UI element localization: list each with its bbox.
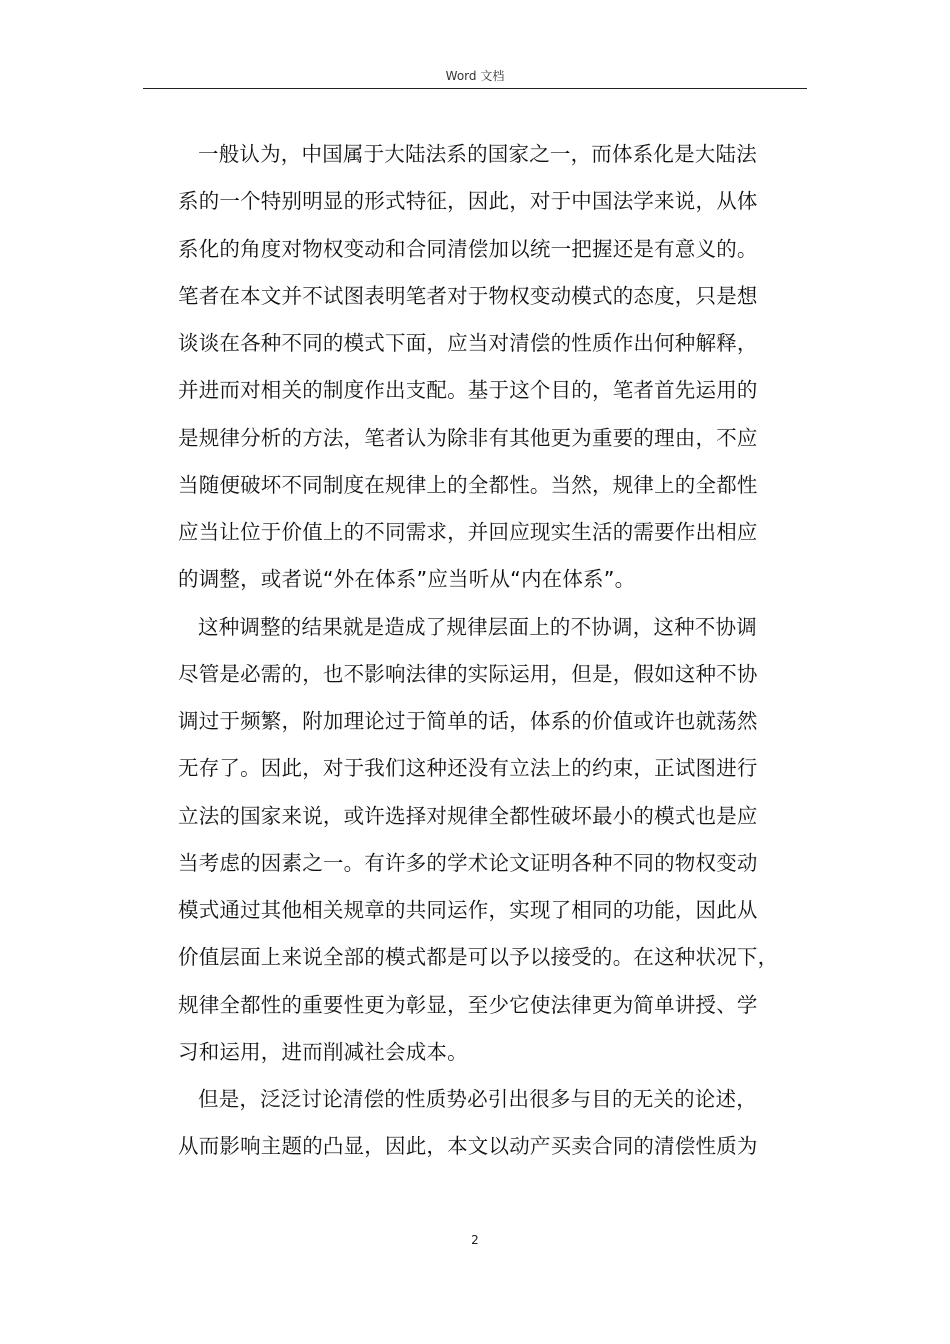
paragraph-line: 是规律分析的方法，笔者认为除非有其他更为重要的理由，不应 xyxy=(178,425,758,450)
paragraph-line: 无存了。因此，对于我们这种还没有立法上的约束，正试图进行 xyxy=(178,756,758,781)
paragraph-line: 习和运用，进而削减社会成本。 xyxy=(178,1039,468,1064)
paragraph-line: 应当让位于价值上的不同需求，并回应现实生活的需要作出相应 xyxy=(178,520,758,544)
paragraph-line: 规律全都性的重要性更为彰显，至少它使法律更为简单讲授、学 xyxy=(178,992,758,1017)
paragraph-line: 价值层面上来说全部的模式都是可以予以接受的。在这种状况下， xyxy=(178,945,779,970)
paragraph-line: 当考虑的因素之一。有许多的学术论文证明各种不同的物权变动 xyxy=(178,850,758,875)
paragraph-line: 模式通过其他相关规章的共同运作，实现了相同的功能，因此从 xyxy=(178,898,758,922)
paragraph-line: 当随便破坏不同制度在规律上的全都性。当然，规律上的全都性 xyxy=(178,472,758,497)
paragraph-line: 的调整，或者说“外在体系”应当听从“内在体系”。 xyxy=(178,567,636,592)
paragraph-line: 并进而对相关的制度作出支配。基于这个目的，笔者首先运用的 xyxy=(178,378,758,403)
paragraph-line: 谈谈在各种不同的模式下面，应当对清偿的性质作出何种解释， xyxy=(178,331,758,355)
paragraph-line: 一般认为，中国属于大陆法系的国家之一，而体系化是大陆法 xyxy=(198,142,757,166)
paragraph-line: 从而影响主题的凸显，因此，本文以动产买卖合同的清偿性质为 xyxy=(178,1134,758,1159)
paragraph-line: 系化的角度对物权变动和合同清偿加以统一把握还是有意义的。 xyxy=(178,236,758,261)
paragraph-line: 但是，泛泛讨论清偿的性质势必引出很多与目的无关的论述， xyxy=(198,1087,757,1111)
paragraph-line: 立法的国家来说，或许选择对规律全都性破坏最小的模式也是应 xyxy=(178,803,758,828)
paragraph-line: 调过于频繁，附加理论过于简单的话，体系的价值或许也就荡然 xyxy=(178,709,758,733)
paragraph-line: 笔者在本文并不试图表明笔者对于物权变动模式的态度，只是想 xyxy=(178,283,758,308)
page-number: 2 xyxy=(471,1233,479,1247)
paragraph-line: 这种调整的结果就是造成了规律层面上的不协调，这种不协调 xyxy=(198,614,757,639)
paragraph-line: 系的一个特别明显的形式特征，因此，对于中国法学来说，从体 xyxy=(178,189,758,214)
paragraph-line: 尽管是必需的，也不影响法律的实际运用，但是，假如这种不协 xyxy=(178,661,758,686)
document-body xyxy=(178,131,808,1171)
header-divider xyxy=(143,88,807,89)
page-header: Word 文档 xyxy=(445,69,505,83)
